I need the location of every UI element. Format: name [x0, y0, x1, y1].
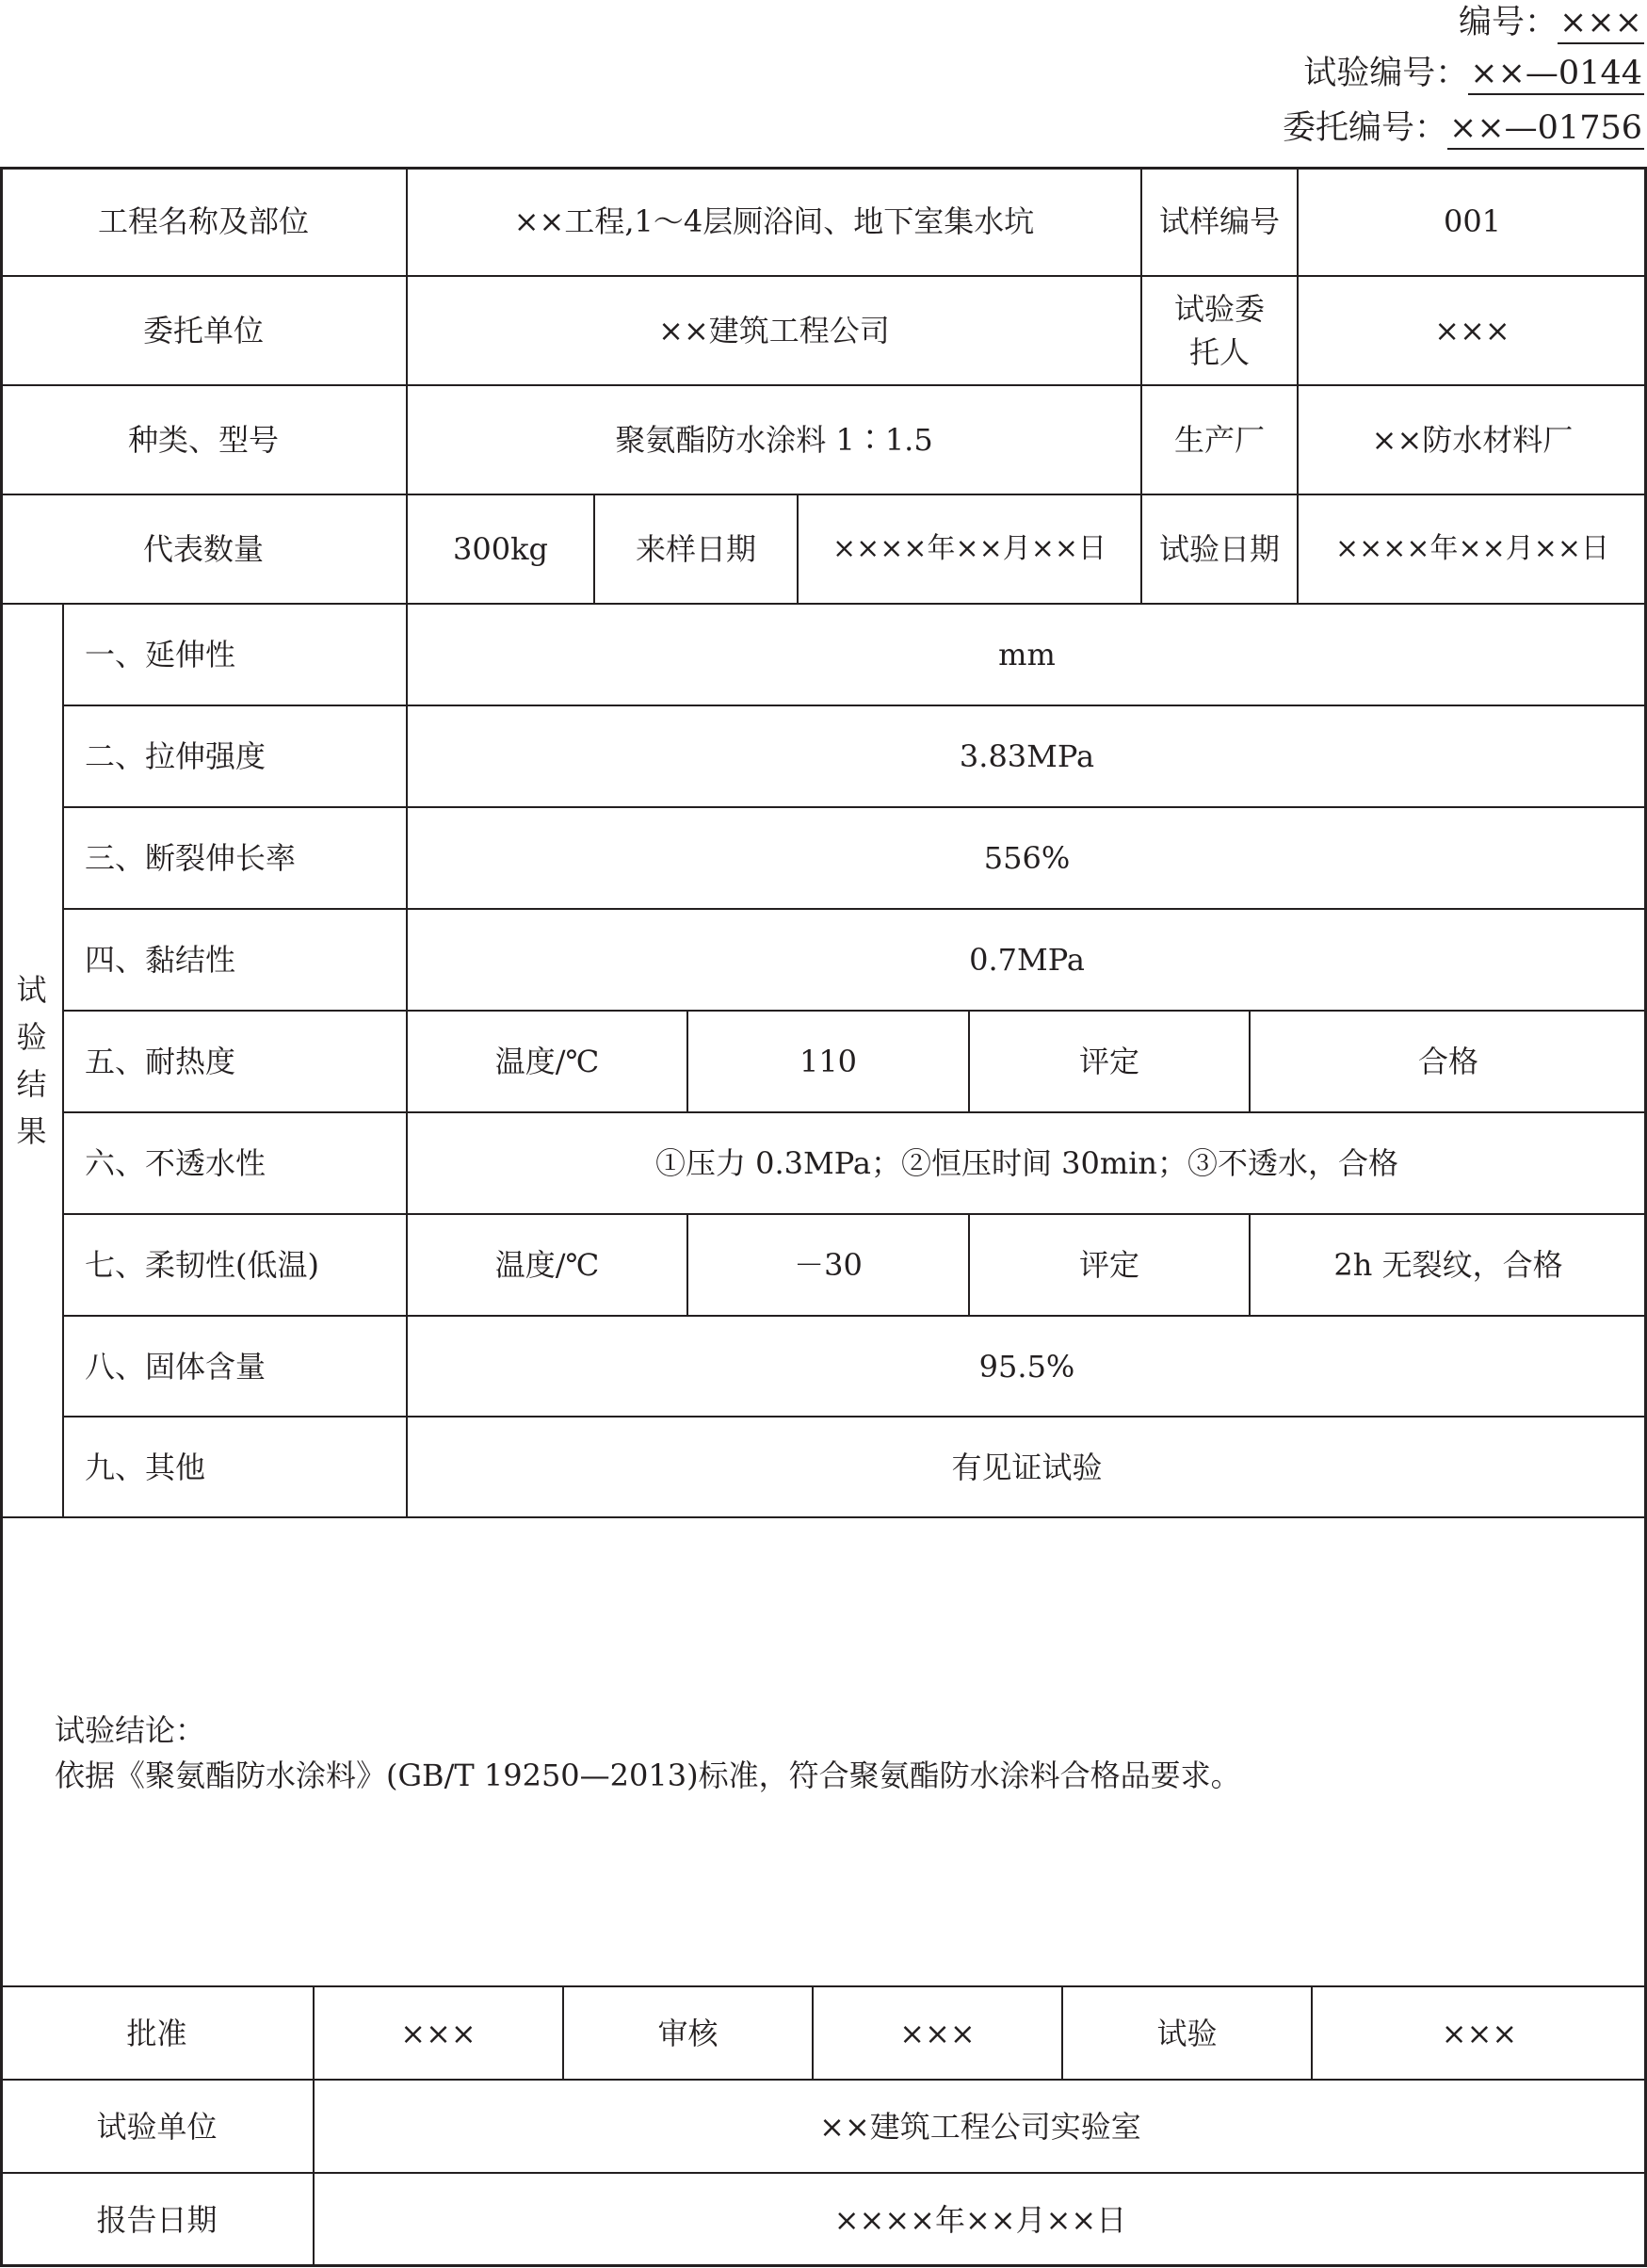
- test-label: 试验: [1062, 1986, 1312, 2080]
- test-number-value: ××—0144: [1468, 54, 1644, 95]
- test-value: ×××: [1312, 1986, 1647, 2080]
- client-label: 委托单位: [0, 276, 407, 385]
- entrust-number-value: ××—01756: [1447, 108, 1644, 150]
- maker-label: 生产厂: [1141, 385, 1298, 494]
- heat-temp-label: 温度/℃: [407, 1011, 687, 1112]
- impermeability-label: 六、不透水性: [63, 1112, 407, 1214]
- unit-value: ××建筑工程公司实验室: [314, 2080, 1647, 2173]
- tensile-value: 3.83MPa: [407, 705, 1647, 807]
- sample-no-value: 001: [1298, 167, 1647, 276]
- break-label: 三、断裂伸长率: [63, 807, 407, 909]
- conclusion-text: 依据《聚氨酯防水涂料》(GB/T 19250—2013)标准，符合聚氨酯防水涂料合格品要求。: [55, 1758, 1241, 1793]
- break-value: 556%: [407, 807, 1647, 909]
- entrust-number-label: 委托编号：: [1282, 109, 1447, 147]
- other-value: 有见证试验: [407, 1417, 1647, 1517]
- elongation-label: 一、延伸性: [63, 604, 407, 705]
- flex-eval-value: 2h 无裂纹，合格: [1250, 1214, 1647, 1316]
- entruster-label: 试验委托人: [1141, 276, 1298, 385]
- entruster-value: ×××: [1298, 276, 1647, 385]
- other-label: 九、其他: [63, 1417, 407, 1517]
- heat-eval-label: 评定: [969, 1011, 1250, 1112]
- results-char-3: 结: [16, 1066, 47, 1102]
- tensile-label: 二、拉伸强度: [63, 705, 407, 807]
- quantity-label: 代表数量: [0, 494, 407, 604]
- conclusion-title: 试验结论：: [55, 1712, 206, 1748]
- solid-value: 95.5%: [407, 1316, 1647, 1417]
- results-char-1: 试: [16, 972, 47, 1008]
- test-number-label: 试验编号：: [1303, 55, 1469, 92]
- test-date-label: 试验日期: [1141, 494, 1298, 604]
- report-number-label: 编号：: [1459, 4, 1558, 41]
- report-number: [1459, 0, 1644, 45]
- flex-label: 七、柔韧性(低温): [63, 1214, 407, 1316]
- type-label: 种类、型号: [0, 385, 407, 494]
- results-char-4: 果: [16, 1113, 47, 1149]
- report-date-value: ××××年××月××日: [314, 2173, 1647, 2267]
- heat-label: 五、耐热度: [63, 1011, 407, 1112]
- maker-value: ××防水材料厂: [1298, 385, 1647, 494]
- sample-date-label: 来样日期: [594, 494, 798, 604]
- results-char-2: 验: [16, 1019, 47, 1055]
- sample-no-label: 试样编号: [1141, 167, 1298, 276]
- flex-temp-value: －30: [687, 1214, 969, 1316]
- report-date-label: 报告日期: [0, 2173, 314, 2267]
- impermeability-value: ①压力 0.3MPa；②恒压时间 30min；③不透水，合格: [407, 1112, 1647, 1214]
- heat-temp-value: 110: [687, 1011, 969, 1112]
- review-label: 审核: [563, 1986, 813, 2080]
- entrust-number: [1283, 105, 1644, 151]
- type-value: 聚氨酯防水涂料 1∶1.5: [407, 385, 1141, 494]
- elongation-value: mm: [407, 604, 1647, 705]
- test-number: [1303, 51, 1644, 96]
- approve-value: ×××: [314, 1986, 563, 2080]
- test-date-value: ××××年××月××日: [1298, 494, 1647, 604]
- flex-eval-label: 评定: [969, 1214, 1250, 1316]
- review-value: ×××: [813, 1986, 1062, 2080]
- conclusion: [55, 1708, 1241, 1798]
- quantity-value: 300kg: [407, 494, 594, 604]
- flex-temp-label: 温度/℃: [407, 1214, 687, 1316]
- project-label: 工程名称及部位: [0, 167, 407, 276]
- project-value: ××工程,1～4层厕浴间、地下室集水坑: [407, 167, 1141, 276]
- sample-date-value: ××××年××月××日: [798, 494, 1141, 604]
- approve-label: 批准: [0, 1986, 314, 2080]
- results-section-label: [0, 604, 63, 1517]
- adhesion-label: 四、黏结性: [63, 909, 407, 1011]
- heat-eval-value: 合格: [1250, 1011, 1647, 1112]
- unit-label: 试验单位: [0, 2080, 314, 2173]
- adhesion-value: 0.7MPa: [407, 909, 1647, 1011]
- client-value: ××建筑工程公司: [407, 276, 1141, 385]
- solid-label: 八、固体含量: [63, 1316, 407, 1417]
- report-number-value: ×××: [1558, 3, 1644, 44]
